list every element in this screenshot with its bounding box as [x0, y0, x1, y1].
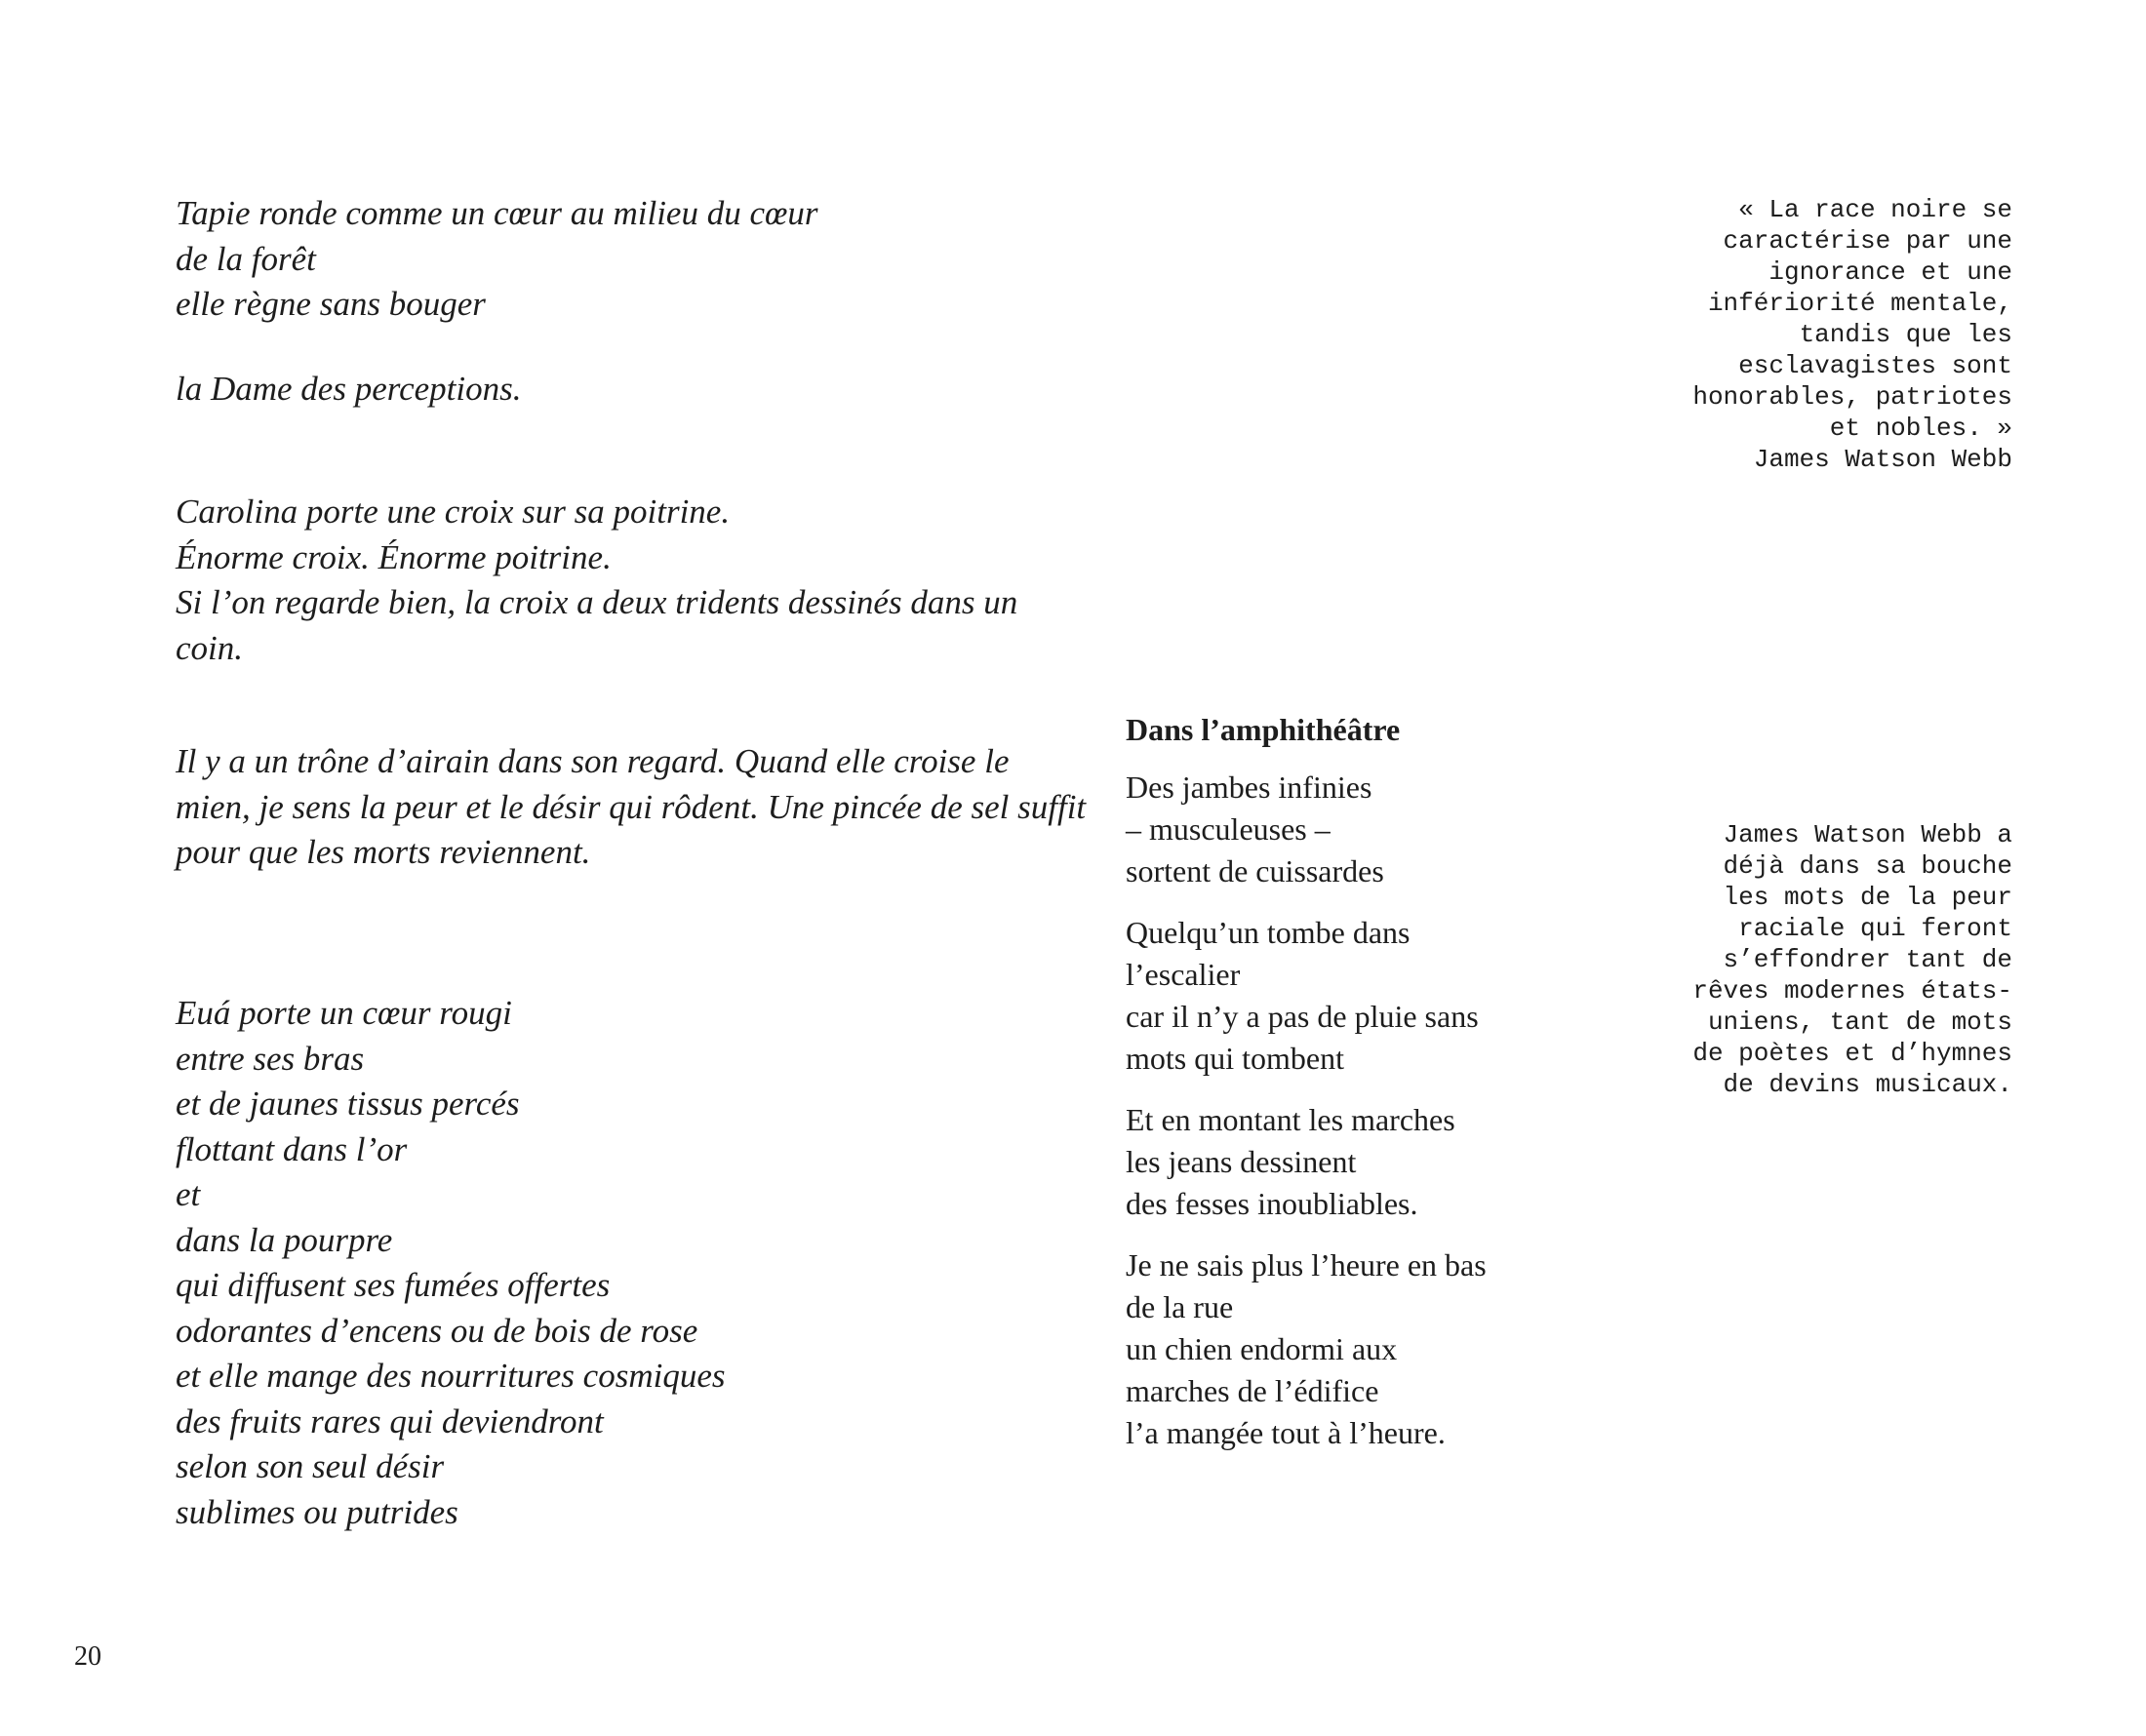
stanza-4-line: flottant dans l’or	[176, 1129, 408, 1168]
note-line: s’effondrer tant de	[1723, 945, 2012, 974]
poem-title: Dans l’amphithéâtre	[1126, 712, 1401, 747]
note-line: déjà dans sa bouche	[1723, 851, 2012, 881]
poem-line: un chien endormi aux	[1126, 1331, 1398, 1366]
stanza-4-line: des fruits rares qui deviendront	[176, 1401, 604, 1440]
stanza-3-line: Il y a un trône d’airain dans son regard. Quand elle croise le	[176, 742, 1010, 780]
poem-line: mots qui tombent	[1126, 1041, 1344, 1076]
poem-line: sortent de cuissardes	[1126, 853, 1384, 888]
poem-line: car il n’y a pas de pluie sans	[1126, 999, 1479, 1034]
stanza-3-line: mien, je sens la peur et le désir qui rôdent. Une pincée de sel suffit	[176, 787, 1087, 826]
quote-line: tandis que les	[1799, 320, 2012, 349]
note-line: rêves modernes états-	[1692, 976, 2012, 1006]
quote-line: honorables, patriotes	[1692, 382, 2012, 412]
stanza-3	[176, 739, 1087, 876]
stanza-4	[176, 991, 1083, 1535]
quote-line: caractérise par une	[1723, 226, 2012, 256]
stanza-1-line: Tapie ronde comme un cœur au milieu du cœur	[176, 194, 818, 232]
stanza-4-line: entre ses bras	[176, 1039, 365, 1078]
stanza-3-line: pour que les morts reviennent.	[176, 833, 591, 871]
poem-line: l’a mangée tout à l’heure.	[1126, 1415, 1446, 1450]
note-line: les mots de la peur	[1723, 883, 2012, 912]
stanza-4-line: et elle mange des nourritures cosmiques	[176, 1357, 726, 1395]
poem-line: l’escalier	[1126, 957, 1241, 992]
note-line: de devins musicaux.	[1723, 1070, 2012, 1099]
poem-stanza	[1126, 767, 1535, 892]
poem-line: Et en montant les marches	[1126, 1102, 1455, 1137]
stanza-2-line: Énorme croix. Énorme poitrine.	[176, 537, 612, 576]
stanza-2-line: Carolina porte une croix sur sa poitrine.	[176, 493, 731, 531]
poem-line: des fesses inoubliables.	[1126, 1186, 1418, 1221]
note-line: raciale qui feront	[1738, 914, 2012, 943]
stanza-1-line: elle règne sans bouger	[176, 285, 486, 323]
note-line: de poètes et d’hymnes	[1692, 1039, 2012, 1068]
quote-line: et nobles. »	[1829, 414, 2012, 443]
stanza-2-line: coin.	[176, 628, 244, 667]
poem-line: – musculeuses –	[1126, 811, 1331, 847]
stanza-4-line: et	[176, 1175, 201, 1213]
poem-stanza	[1126, 1099, 1535, 1225]
stanza-2	[176, 490, 1083, 671]
quote-line: ignorance et une	[1768, 257, 2012, 287]
quote-line: infériorité mentale,	[1707, 289, 2012, 318]
stanza-1-gap	[176, 328, 1083, 367]
poem-amphitheatre	[1126, 710, 1535, 1474]
poem-stanza	[1126, 1244, 1535, 1454]
poem-line: Des jambes infinies	[1126, 769, 1372, 805]
stanza-4-line: et de jaunes tissus percés	[176, 1085, 520, 1123]
margin-note	[1603, 819, 2012, 1100]
poem-line: marches de l’édifice	[1126, 1373, 1379, 1408]
stanza-1	[176, 191, 1083, 412]
page-number: 20	[74, 1641, 101, 1672]
note-line: uniens, tant de mots	[1707, 1007, 2012, 1037]
poem-line: de la rue	[1126, 1289, 1234, 1324]
stanza-1-line: de la forêt	[176, 239, 316, 278]
poem-line: Je ne sais plus l’heure en bas	[1126, 1247, 1487, 1282]
quote-line: « La race noire se	[1738, 195, 2012, 224]
quote-attribution: James Watson Webb	[1753, 445, 2012, 474]
stanza-4-line: sublimes ou putrides	[176, 1492, 458, 1531]
stanza-4-line: qui diffusent ses fumées offertes	[176, 1266, 611, 1304]
quote-line: esclavagistes sont	[1738, 351, 2012, 380]
stanza-4-line: odorantes d’encens ou de bois de rose	[176, 1311, 698, 1350]
poem-line: Quelqu’un tombe dans	[1126, 915, 1411, 950]
stanza-4-line: dans la pourpre	[176, 1220, 393, 1259]
poem-line: les jeans dessinent	[1126, 1144, 1357, 1179]
note-line: James Watson Webb a	[1723, 820, 2012, 849]
stanza-1-line: la Dame des perceptions.	[176, 369, 522, 408]
poem-stanza	[1126, 912, 1535, 1080]
stanza-2-line: Si l’on regarde bien, la croix a deux tridents dessinés dans un	[176, 583, 1018, 621]
stanza-4-line: Euá porte un cœur rougi	[176, 994, 512, 1032]
margin-quote	[1603, 194, 2012, 475]
stanza-4-line: selon son seul désir	[176, 1447, 445, 1485]
